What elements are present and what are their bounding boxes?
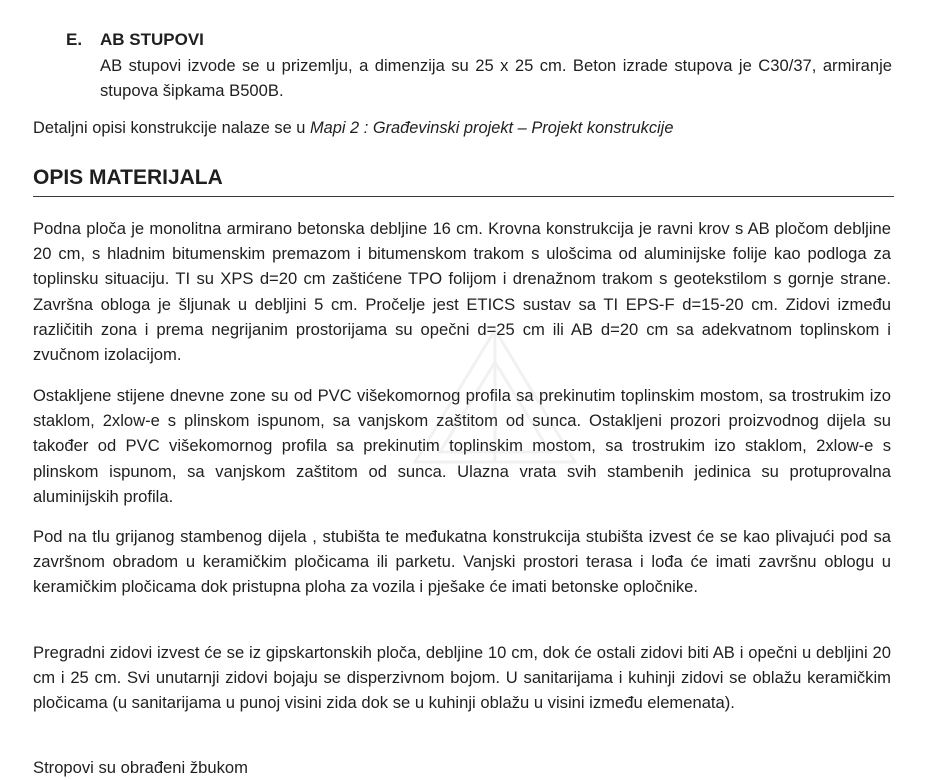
construction-reference-note [33, 117, 673, 139]
cutoff-paragraph: Stropovi su obrađeni žbukom [33, 758, 248, 777]
section-e-ab-stupovi [66, 29, 892, 103]
section-e-heading [66, 29, 892, 51]
section-e-text: AB stupovi izvode se u prizemlju, a dimenzija su 25 x 25 cm. Beton izrade stupova je C30/37, armiranje stupova šipkama B500B. [100, 56, 892, 100]
paragraph-floors: Pod na tlu grijanog stambenog dijela , stubišta te međukatna konstrukcija stubišta izvest će se kao plivajući pod sa završnom obradom u keramičkim pločicama ili parketu. Vanjski prostori terasa i lođa će imati završnu oblogu u keramičkim pločicama dok pristupna ploha za vozila i pješake će imati betonske opločnike. [33, 527, 891, 597]
paragraph-walls: Pregradni zidovi izvest će se iz gipskartonskih ploča, debljine 10 cm, dok će ostali zidovi biti AB i opečni u debljini 20 cm i 25 cm. Svi unutarnji zidovi bojaju se disperzivnom bojom. U sanitarijama i kuhinji zidovi se oblažu keramičkim pločicama (u sanitarijama u punoj visini zida dok se u kuhinji oblažu u visini između elemenata). [33, 643, 891, 713]
section-letter: E. [66, 30, 83, 49]
paragraph-glazing: Ostakljene stijene dnevne zone su od PVC višekomornog profila sa prekinutim toplinskim mostom, sa trostrukim izo staklom, 2xlow-e s plinskom ispunom, sa vanjskom zaštitom od sunca. Ostakljeni prozori proizvodnog dijela su također od PVC višekomornog profila sa prekinutim toplinskim mostom, sa trostrukim izo staklom, 2xlow-e s plinskom ispunom, sa vanjskom zaštitom od sunca. Ulazna vrata svih stambenih jedinica su protuprovalna aluminijskih profila. [33, 386, 891, 506]
section-title: AB STUPOVI [100, 30, 204, 49]
note-prefix: Detaljni opisi konstrukcije nalaze se u [33, 119, 310, 137]
paragraph-floor-roof: Podna ploča je monolitna armirano betonska debljine 16 cm. Krovna konstrukcija je ravni krov s AB pločom debljine 20 cm, s hladnim bitumenskim premazom i bitumenskom trakom s ulošcima od aluminijske folije kao podloga za toplinsku situaciju. TI su XPS d=20 cm zaštićene TPO folijom i drenažnom trakom s geotekstilom s gornje strane. Završna obloga je šljunak u debljini 5 cm. Pročelje jest ETICS sustav sa TI EPS-F d=15-20 cm. Zidovi između različitih zona i prema negrijanim prostorijama su opečni d=25 cm ili AB d=20 cm sa adekvatnom toplinskom i zvučnom izolacijom. [33, 219, 891, 365]
note-reference: Mapi 2 : Građevinski projekt – Projekt konstrukcije [309, 119, 674, 137]
opis-materijala-heading: OPIS MATERIJALA [33, 165, 894, 197]
